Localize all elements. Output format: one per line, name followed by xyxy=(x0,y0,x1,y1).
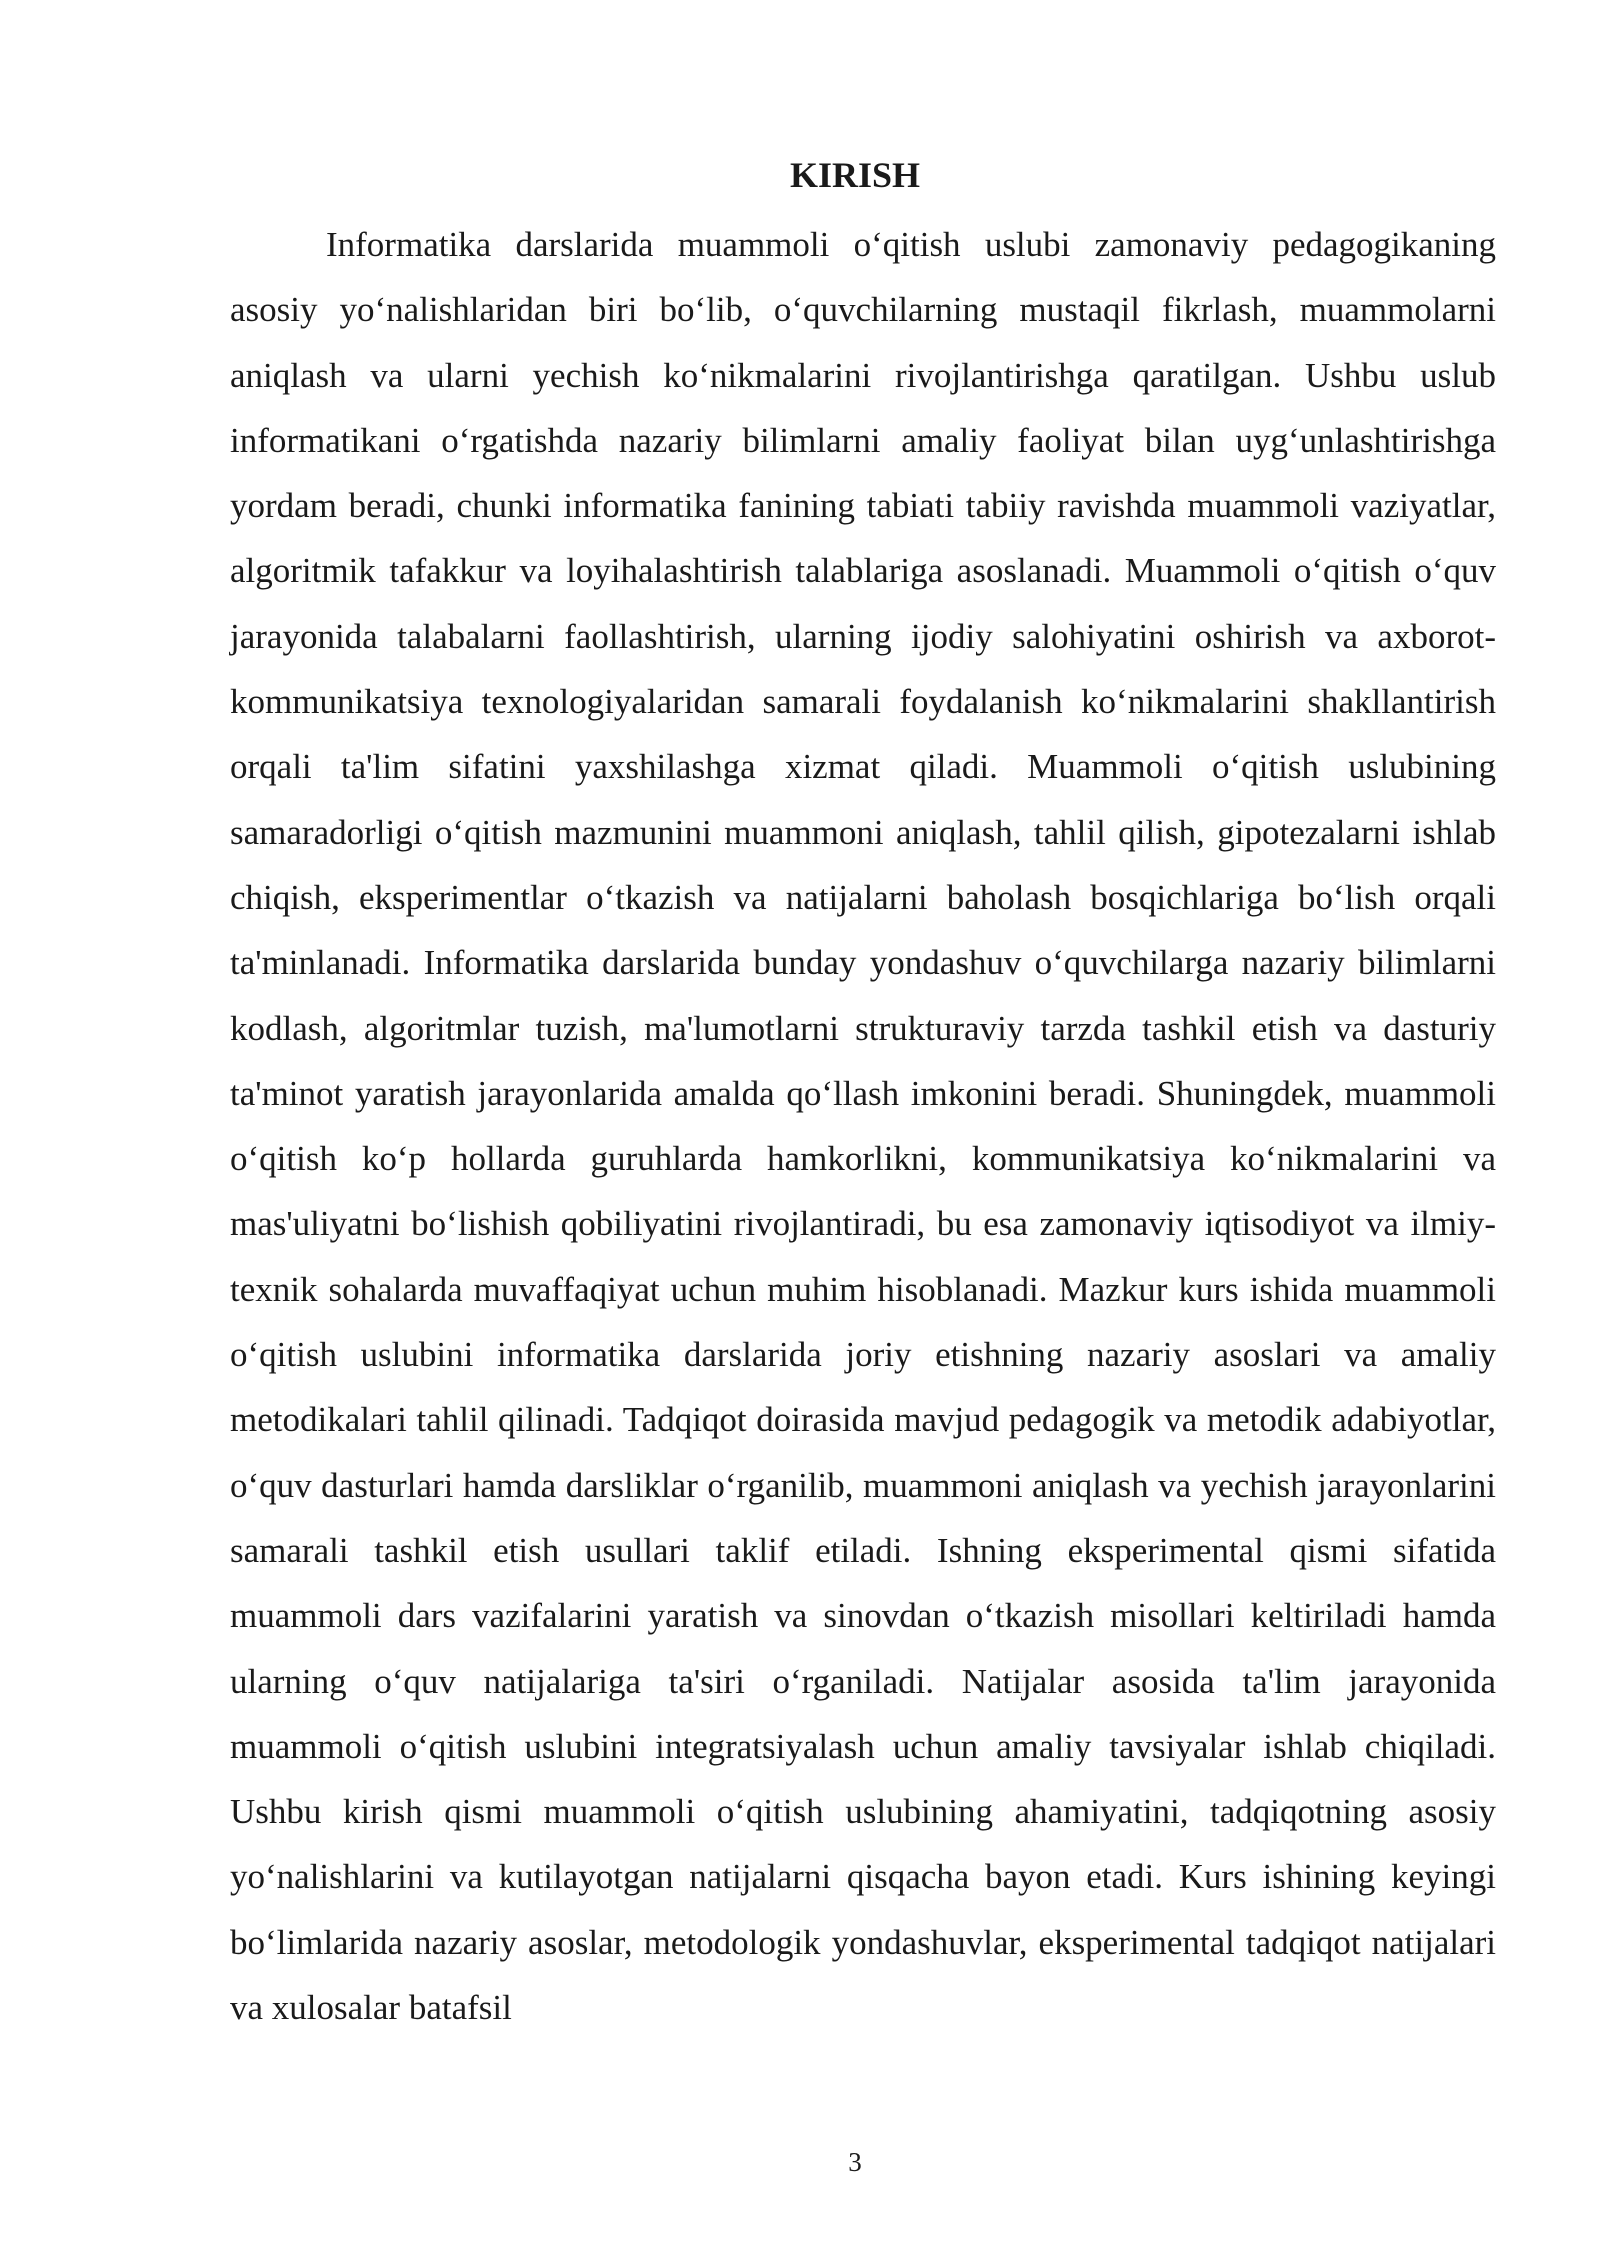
section-heading: KIRISH xyxy=(789,155,921,195)
page-number: 3 xyxy=(848,2147,862,2177)
body-paragraph: Informatika darslarida muammoli o‘qitish uslubi zamonaviy pedagogikaning asosiy yo‘nalishlaridan biri bo‘lib, o‘quvchilarning mustaqil fikrlash, muammolarni aniqlash va ularni yechish ko‘nikmalarini rivojlantirishga qaratilgan. Ushbu uslub informatikani o‘rgatishda nazariy bilimlarni amaliy faoliyat bilan uyg‘unlashtirishga yordam beradi, chunki informatika fanining tabiati tabiiy ravishda muammoli vaziyatlar, algoritmik tafakkur va loyihalashtirish talablariga asoslanadi. Muammoli o‘qitish o‘quv jarayonida talabalarni faollashtirish, ularning ijodiy salohiyatini oshirish va axborot-kommunikatsiya texnologiyalaridan samarali foydalanish ko‘nikmalarini shakllantirish orqali ta'lim sifatini yaxshilashga xizmat qiladi. Muammoli o‘qitish uslubining samaradorligi o‘qitish mazmunini muammoni aniqlash, tahlil qilish, gipotezalarni ishlab chiqish, eksperimentlar o‘tkazish va natijalarni baholash bosqichlariga bo‘lish orqali ta'minlanadi. Informatika darslarida bunday yondashuv o‘quvchilarga nazariy bilimlarni kodlash, algoritmlar tuzish, ma'lumotlarni strukturaviy tarzda tashkil etish va dasturiy ta'minot yaratish jarayonlarida amalda qo‘llash imkonini beradi. Shuningdek, muammoli o‘qitish ko‘p hollarda guruhlarda hamkorlikni, kommunikatsiya ko‘nikmalarini va mas'uliyatni bo‘lishish qobiliyatini rivojlantiradi, bu esa zamonaviy iqtisodiyot va ilmiy-texnik sohalarda muvaffaqiyat uchun muhim hisoblanadi. Mazkur kurs ishida muammoli o‘qitish uslubini informatika darslarida joriy etishning nazariy asoslari va amaliy metodikalari tahlil qilinadi. Tadqiqot doirasida mavjud pedagogik va metodik adabiyotlar, o‘quv dasturlari hamda darsliklar o‘rganilib, muammoni aniqlash va yechish jarayonlarini samarali tashkil etish usullari taklif etiladi. Ishning eksperimental qismi sifatida muammoli dars vazifalarini yaratish va sinovdan o‘tkazish misollari keltiriladi hamda ularning o‘quv natijalariga ta'siri o‘rganiladi. Natijalar asosida ta'lim jarayonida muammoli o‘qitish uslubini integratsiyalash uchun amaliy tavsiyalar ishlab chiqiladi. Ushbu kirish qismi muammoli o‘qitish uslubining ahamiyatini, tadqiqotning asosiy yo‘nalishlarini va kutilayotgan natijalarni qisqacha bayon etadi. Kurs ishining keyingi bo‘limlarida nazariy asoslar, metodologik yondashuvlar, eksperimental tadqiqot natijalari va xulosalar batafsil xyxy=(230,225,1496,2028)
